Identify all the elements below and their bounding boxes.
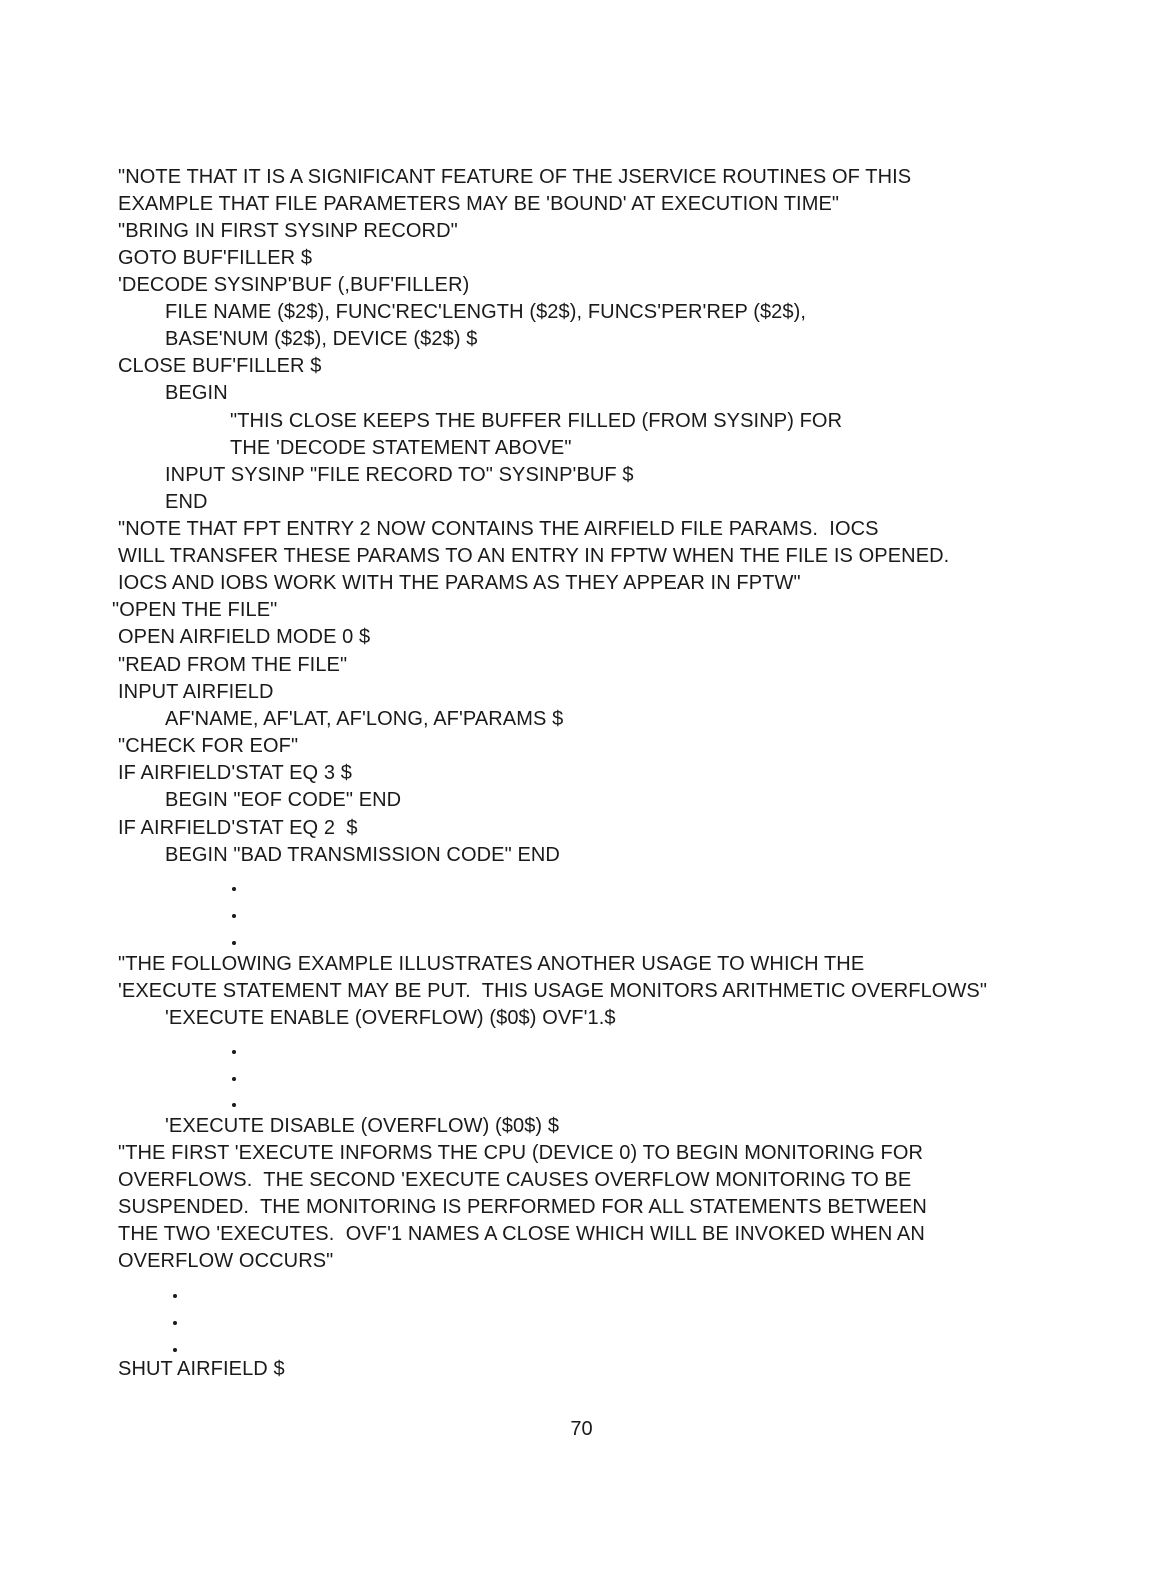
code-line: BEGIN "EOF CODE" END <box>165 789 402 811</box>
code-line: 'EXECUTE DISABLE (OVERFLOW) ($0$) $ <box>165 1115 560 1137</box>
code-line: SUSPENDED. THE MONITORING IS PERFORMED FOR ALL STATEMENTS BETWEEN <box>118 1196 927 1218</box>
ellipsis-dot <box>232 941 236 945</box>
code-line: BEGIN "BAD TRANSMISSION CODE" END <box>165 844 560 866</box>
code-line: 'EXECUTE ENABLE (OVERFLOW) ($0$) OVF'1.$ <box>165 1007 616 1029</box>
code-line: "BRING IN FIRST SYSINP RECORD" <box>118 220 458 242</box>
code-line: INPUT SYSINP "FILE RECORD TO" SYSINP'BUF $ <box>165 464 634 486</box>
code-line: OVERFLOWS. THE SECOND 'EXECUTE CAUSES OVERFLOW MONITORING TO BE <box>118 1169 912 1191</box>
code-line: CLOSE BUF'FILLER $ <box>118 355 322 377</box>
ellipsis-dot <box>173 1321 177 1325</box>
code-line: EXAMPLE THAT FILE PARAMETERS MAY BE 'BOUND' AT EXECUTION TIME" <box>118 193 840 215</box>
code-line: "NOTE THAT FPT ENTRY 2 NOW CONTAINS THE AIRFIELD FILE PARAMS. IOCS <box>118 518 879 540</box>
code-line: BEGIN <box>165 382 228 404</box>
code-line: THE TWO 'EXECUTES. OVF'1 NAMES A CLOSE WHICH WILL BE INVOKED WHEN AN <box>118 1223 925 1245</box>
code-line: SHUT AIRFIELD $ <box>118 1358 285 1380</box>
page-number: 70 <box>570 1418 593 1440</box>
code-line: "THE FOLLOWING EXAMPLE ILLUSTRATES ANOTHER USAGE TO WHICH THE <box>118 953 865 975</box>
code-line: INPUT AIRFIELD <box>118 681 274 703</box>
code-line: IF AIRFIELD'STAT EQ 2 $ <box>118 817 358 839</box>
code-line: GOTO BUF'FILLER $ <box>118 247 313 269</box>
code-line: FILE NAME ($2$), FUNC'REC'LENGTH ($2$), FUNCS'PER'REP ($2$), <box>165 301 807 323</box>
code-line: BASE'NUM ($2$), DEVICE ($2$) $ <box>165 328 478 350</box>
code-line: IF AIRFIELD'STAT EQ 3 $ <box>118 762 352 784</box>
ellipsis-dot <box>232 1103 236 1107</box>
code-line: "NOTE THAT IT IS A SIGNIFICANT FEATURE OF THE JSERVICE ROUTINES OF THIS <box>118 166 912 188</box>
code-line: END <box>165 491 208 513</box>
code-line: OVERFLOW OCCURS" <box>118 1250 334 1272</box>
code-line: "READ FROM THE FILE" <box>118 654 348 676</box>
ellipsis-dot <box>232 1050 236 1054</box>
ellipsis-dot <box>173 1348 177 1352</box>
code-line: IOCS AND IOBS WORK WITH THE PARAMS AS THEY APPEAR IN FPTW" <box>118 572 801 594</box>
code-line: "CHECK FOR EOF" <box>118 735 299 757</box>
ellipsis-dot <box>232 914 236 918</box>
code-line: OPEN AIRFIELD MODE 0 $ <box>118 626 371 648</box>
ellipsis-dot <box>232 1077 236 1081</box>
code-line: "OPEN THE FILE" <box>112 599 278 621</box>
code-line: "THE FIRST 'EXECUTE INFORMS THE CPU (DEVICE 0) TO BEGIN MONITORING FOR <box>118 1142 924 1164</box>
code-line: 'DECODE SYSINP'BUF (,BUF'FILLER) <box>118 274 470 296</box>
code-line: WILL TRANSFER THESE PARAMS TO AN ENTRY IN FPTW WHEN THE FILE IS OPENED. <box>118 545 950 567</box>
code-line: "THIS CLOSE KEEPS THE BUFFER FILLED (FROM SYSINP) FOR <box>230 410 843 432</box>
ellipsis-dot <box>232 887 236 891</box>
ellipsis-dot <box>173 1294 177 1298</box>
code-line: 'EXECUTE STATEMENT MAY BE PUT. THIS USAGE MONITORS ARITHMETIC OVERFLOWS" <box>118 980 988 1002</box>
code-line: AF'NAME, AF'LAT, AF'LONG, AF'PARAMS $ <box>165 708 564 730</box>
code-line: THE 'DECODE STATEMENT ABOVE" <box>230 437 572 459</box>
